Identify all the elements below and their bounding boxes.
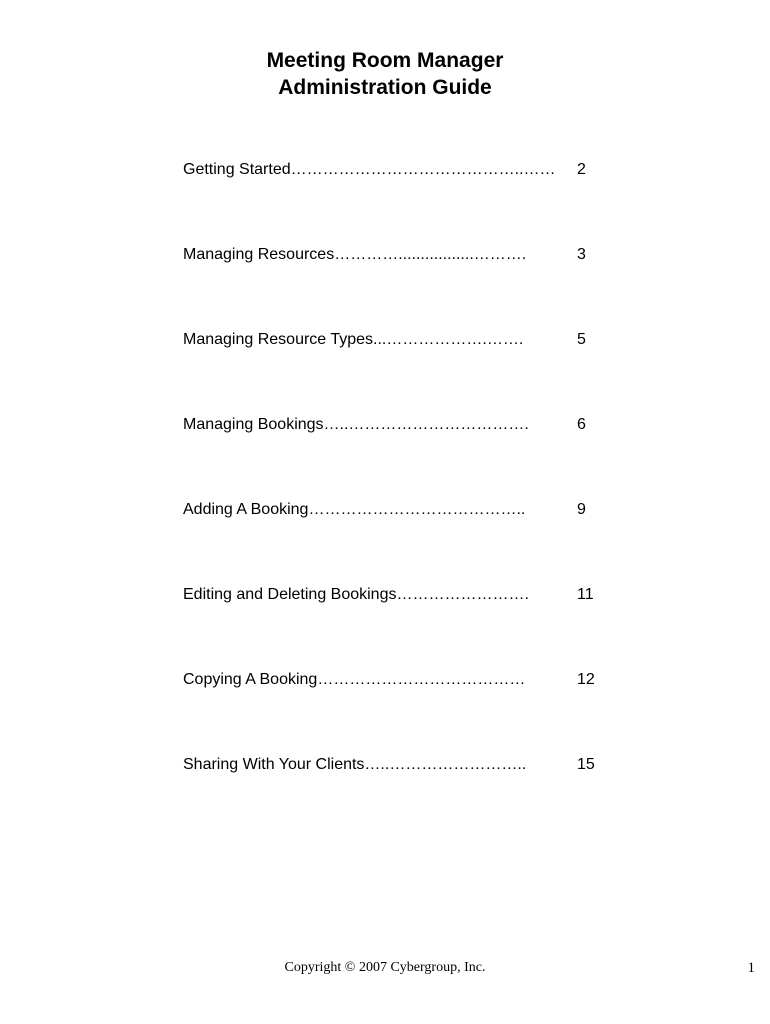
toc-entry-managing-resources[interactable] bbox=[183, 244, 603, 266]
toc-entry-title: Managing Resources………….................………. bbox=[183, 246, 527, 263]
toc-entry-page: 12 bbox=[577, 671, 595, 688]
toc-entry-page: 2 bbox=[577, 161, 586, 178]
toc-entry-title: Managing Bookings…..……………………………. bbox=[183, 416, 529, 433]
toc-entry-title: Adding A Booking………………………………….. bbox=[183, 501, 526, 518]
toc-entry-page: 3 bbox=[577, 246, 586, 263]
toc-entry-copying-a-booking[interactable] bbox=[183, 669, 603, 691]
toc-entry-page: 15 bbox=[577, 756, 595, 773]
toc-entry-page: 5 bbox=[577, 331, 586, 348]
toc-entry-title: Copying A Booking………………………………… bbox=[183, 671, 526, 688]
toc-entry-sharing-with-your-clients[interactable] bbox=[183, 754, 603, 776]
toc-entry-title: Getting Started……………………………………..…… bbox=[183, 161, 556, 178]
toc-entry-managing-resource-types[interactable] bbox=[183, 329, 603, 351]
copyright-footer: Copyright © 2007 Cybergroup, Inc. bbox=[284, 960, 486, 975]
toc-entry-page: 9 bbox=[577, 501, 586, 518]
toc-entry-title: Managing Resource Types...……………….……. bbox=[183, 331, 524, 348]
toc-entry-page: 6 bbox=[577, 416, 586, 433]
toc-entry-title: Sharing With Your Clients…..…………………….. bbox=[183, 756, 527, 773]
toc-entry-getting-started[interactable] bbox=[183, 159, 603, 181]
toc-entry-editing-and-deleting-bookings[interactable] bbox=[183, 584, 603, 606]
toc-entry-title: Editing and Deleting Bookings……………………. bbox=[183, 586, 529, 603]
toc-entry-page: 11 bbox=[577, 586, 594, 603]
toc-entry-managing-bookings[interactable] bbox=[183, 414, 603, 436]
document-title-line-1: Meeting Room Manager bbox=[266, 49, 504, 72]
page-number: 1 bbox=[747, 960, 755, 976]
toc-entry-adding-a-booking[interactable] bbox=[183, 499, 603, 521]
document-title-line-2: Administration Guide bbox=[278, 76, 492, 99]
